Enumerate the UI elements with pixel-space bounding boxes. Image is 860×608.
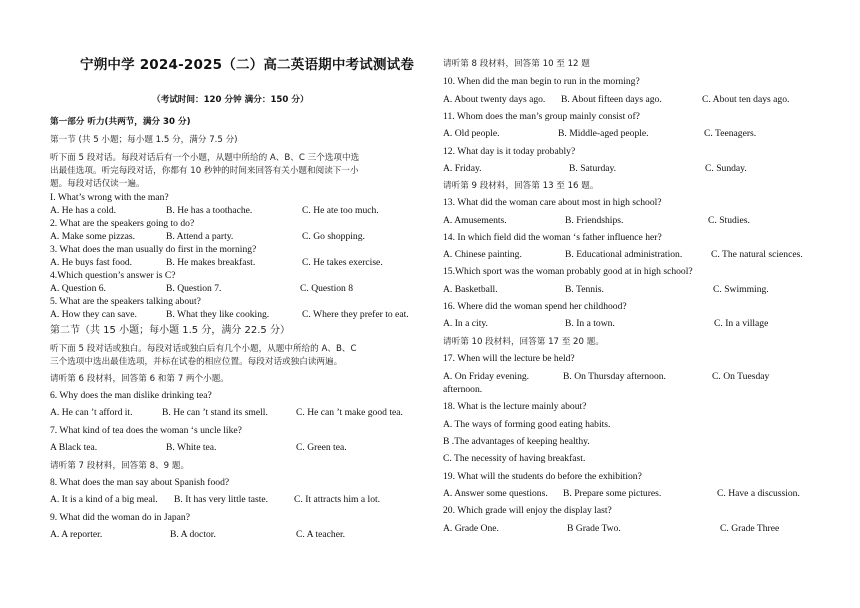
option-a: A. Chinese painting. xyxy=(443,249,522,260)
option-a: A. On Friday evening. xyxy=(443,371,530,382)
option-a: A. How they can save. xyxy=(50,309,137,320)
option-c: C. Grade Three xyxy=(720,523,780,534)
question-text: 17. When will the lecture be held? xyxy=(443,353,575,364)
question-text: 13. What did the woman care about most in high school? xyxy=(443,197,662,208)
option-c-continuation: afternoon. xyxy=(443,384,483,395)
option-c: C. Question 8 xyxy=(300,283,354,294)
option-b: B. What they like cooking. xyxy=(166,309,270,320)
section1-instructions-line: 题。每段对话仅读一遍。 xyxy=(50,179,145,189)
option-b: B. It has very little taste. xyxy=(174,494,269,505)
option-c: C. A teacher. xyxy=(296,529,346,540)
question-text: 5. What are the speakers talking about? xyxy=(50,296,201,307)
option-a: A. Make some pizzas. xyxy=(50,231,135,242)
question-text: 12. What day is it today probably? xyxy=(443,146,576,157)
option-b: B. He can ’t stand its smell. xyxy=(162,407,268,418)
question-text: 18. What is the lecture mainly about? xyxy=(443,401,587,412)
section2-instructions-line: 听下面 5 段对话或独白。每段对话或独白后有几个小题，从题中所给的 A、B、C xyxy=(50,344,357,354)
option-b: B. Tennis. xyxy=(565,284,604,295)
question-text: 6. Why does the man dislike drinking tea? xyxy=(50,390,212,401)
option-b: B. He makes breakfast. xyxy=(166,257,256,268)
option-c: C. He can ’t make good tea. xyxy=(296,407,403,418)
option-a: A Black tea. xyxy=(50,442,98,453)
option-b: B. A doctor. xyxy=(170,529,216,540)
page-title: 宁朔中学 2024-2025（二）高二英语期中考试测试卷 xyxy=(80,57,415,73)
option-b: B. Middle-aged people. xyxy=(558,128,649,139)
option-a: A. In a city. xyxy=(443,318,488,329)
option-a: A. Amusements. xyxy=(443,215,507,226)
option-c: C. Studies. xyxy=(708,215,750,226)
option-c: C. Go shopping. xyxy=(302,231,365,242)
option-c: C. In a village xyxy=(714,318,769,329)
option-c: C. He ate too much. xyxy=(302,205,379,216)
option-b: B. Attend a party. xyxy=(166,231,234,242)
question-text: 16. Where did the woman spend her childhood? xyxy=(443,301,627,312)
material-note: 请听第 7 段材料，回答第 8、9 题。 xyxy=(50,461,190,471)
option-a: A. He can ’t afford it. xyxy=(50,407,133,418)
option-c: C. The necessity of having breakfast. xyxy=(443,453,586,464)
question-text: 20. Which grade will enjoy the display last? xyxy=(443,505,612,516)
exam-time-info: （考试时间：120 分钟 满分：150 分） xyxy=(152,95,309,105)
question-text: 11. Whom does the man’s group mainly consist of? xyxy=(443,111,640,122)
option-c: C. Teenagers. xyxy=(704,128,757,139)
option-c: C. Where they prefer to eat. xyxy=(302,309,409,320)
question-text: 15.Which sport was the woman probably good at in high school? xyxy=(443,266,693,277)
question-text: 9. What did the woman do in Japan? xyxy=(50,512,190,523)
option-b: B. About fifteen days ago. xyxy=(561,94,662,105)
section2-instructions-line: 三个选项中选出最佳选项，并标在试卷的相应位置。每段对话或独白读两遍。 xyxy=(50,357,343,367)
question-text: 2. What are the speakers going to do? xyxy=(50,218,195,229)
option-a: A. He has a cold. xyxy=(50,205,117,216)
question-text: 8. What does the man say about Spanish food? xyxy=(50,477,230,488)
part1-heading: 第一部分 听力(共两节，满分 30 分) xyxy=(50,117,191,127)
question-text: 10. When did the man begin to run in the morning? xyxy=(443,76,640,87)
option-a: A. Question 6. xyxy=(50,283,106,294)
option-b: B. On Thursday afternoon. xyxy=(563,371,666,382)
option-c: C. Swimming. xyxy=(713,284,769,295)
option-a: A. A reporter. xyxy=(50,529,103,540)
question-text: I. What’s wrong with the man? xyxy=(50,192,169,203)
option-a: A. It is a kind of a big meal. xyxy=(50,494,158,505)
option-c: C. Have a discussion. xyxy=(717,488,800,499)
option-b: B. He has a toothache. xyxy=(166,205,253,216)
option-c: C. The natural sciences. xyxy=(711,249,803,260)
option-b: B. Question 7. xyxy=(166,283,222,294)
option-c: C. It attracts him a lot. xyxy=(294,494,381,505)
section2-heading: 第二节（共 15 小题；每小题 1.5 分，满分 22.5 分） xyxy=(50,325,290,336)
option-c: C. On Tuesday xyxy=(712,371,770,382)
question-text: 19. What will the students do before the exhibition? xyxy=(443,471,642,482)
option-a: A. Answer some questions. xyxy=(443,488,548,499)
material-note: 请听第 8 段材料，回答第 10 至 12 题 xyxy=(443,59,590,69)
question-text: 7. What kind of tea does the woman ‘s uncle like? xyxy=(50,425,242,436)
section1-heading: 第一节 (共 5 小题；每小题 1.5 分，满分 7.5 分) xyxy=(50,135,238,145)
option-c: C. He takes exercise. xyxy=(302,257,383,268)
option-b: B .The advantages of keeping healthy. xyxy=(443,436,590,447)
option-c: C. About ten days ago. xyxy=(702,94,790,105)
section1-instructions-line: 听下面 5 段对话。每段对话后有一个小题，从题中所给的 A、B、C 三个选项中选 xyxy=(50,153,360,163)
option-a: A. Grade One. xyxy=(443,523,499,534)
option-a: A. About twenty days ago. xyxy=(443,94,546,105)
option-b: B. Friendships. xyxy=(565,215,624,226)
option-a: A. The ways of forming good eating habits. xyxy=(443,419,611,430)
option-b: B Grade Two. xyxy=(567,523,621,534)
material-note: 请听第 10 段材料，回答第 17 至 20 题。 xyxy=(443,337,604,347)
section1-instructions-line: 出最佳选项。听完每段对话，你都有 10 秒钟的时间来回答有关小题和阅读下一小 xyxy=(50,166,359,176)
material-note: 请听第 9 段材料，回答第 13 至 16 题。 xyxy=(443,181,599,191)
option-b: B. Prepare some pictures. xyxy=(563,488,662,499)
option-a: A. Old people. xyxy=(443,128,500,139)
option-b: B. Saturday. xyxy=(569,163,617,174)
option-b: B. White tea. xyxy=(166,442,217,453)
option-c: C. Sunday. xyxy=(705,163,747,174)
option-a: A. Basketball. xyxy=(443,284,498,295)
material-note: 请听第 6 段材料，回答第 6 和第 7 两个小题。 xyxy=(50,374,229,384)
option-b: B. Educational administration. xyxy=(565,249,683,260)
option-b: B. In a town. xyxy=(565,318,615,329)
question-text: 4.Which question’s answer is C? xyxy=(50,270,176,281)
question-text: 3. What does the man usually do first in the morning? xyxy=(50,244,257,255)
question-text: 14. In which field did the woman ‘s father influence her? xyxy=(443,232,662,243)
option-a: A. Friday. xyxy=(443,163,482,174)
option-a: A. He buys fast food. xyxy=(50,257,133,268)
option-c: C. Green tea. xyxy=(296,442,347,453)
